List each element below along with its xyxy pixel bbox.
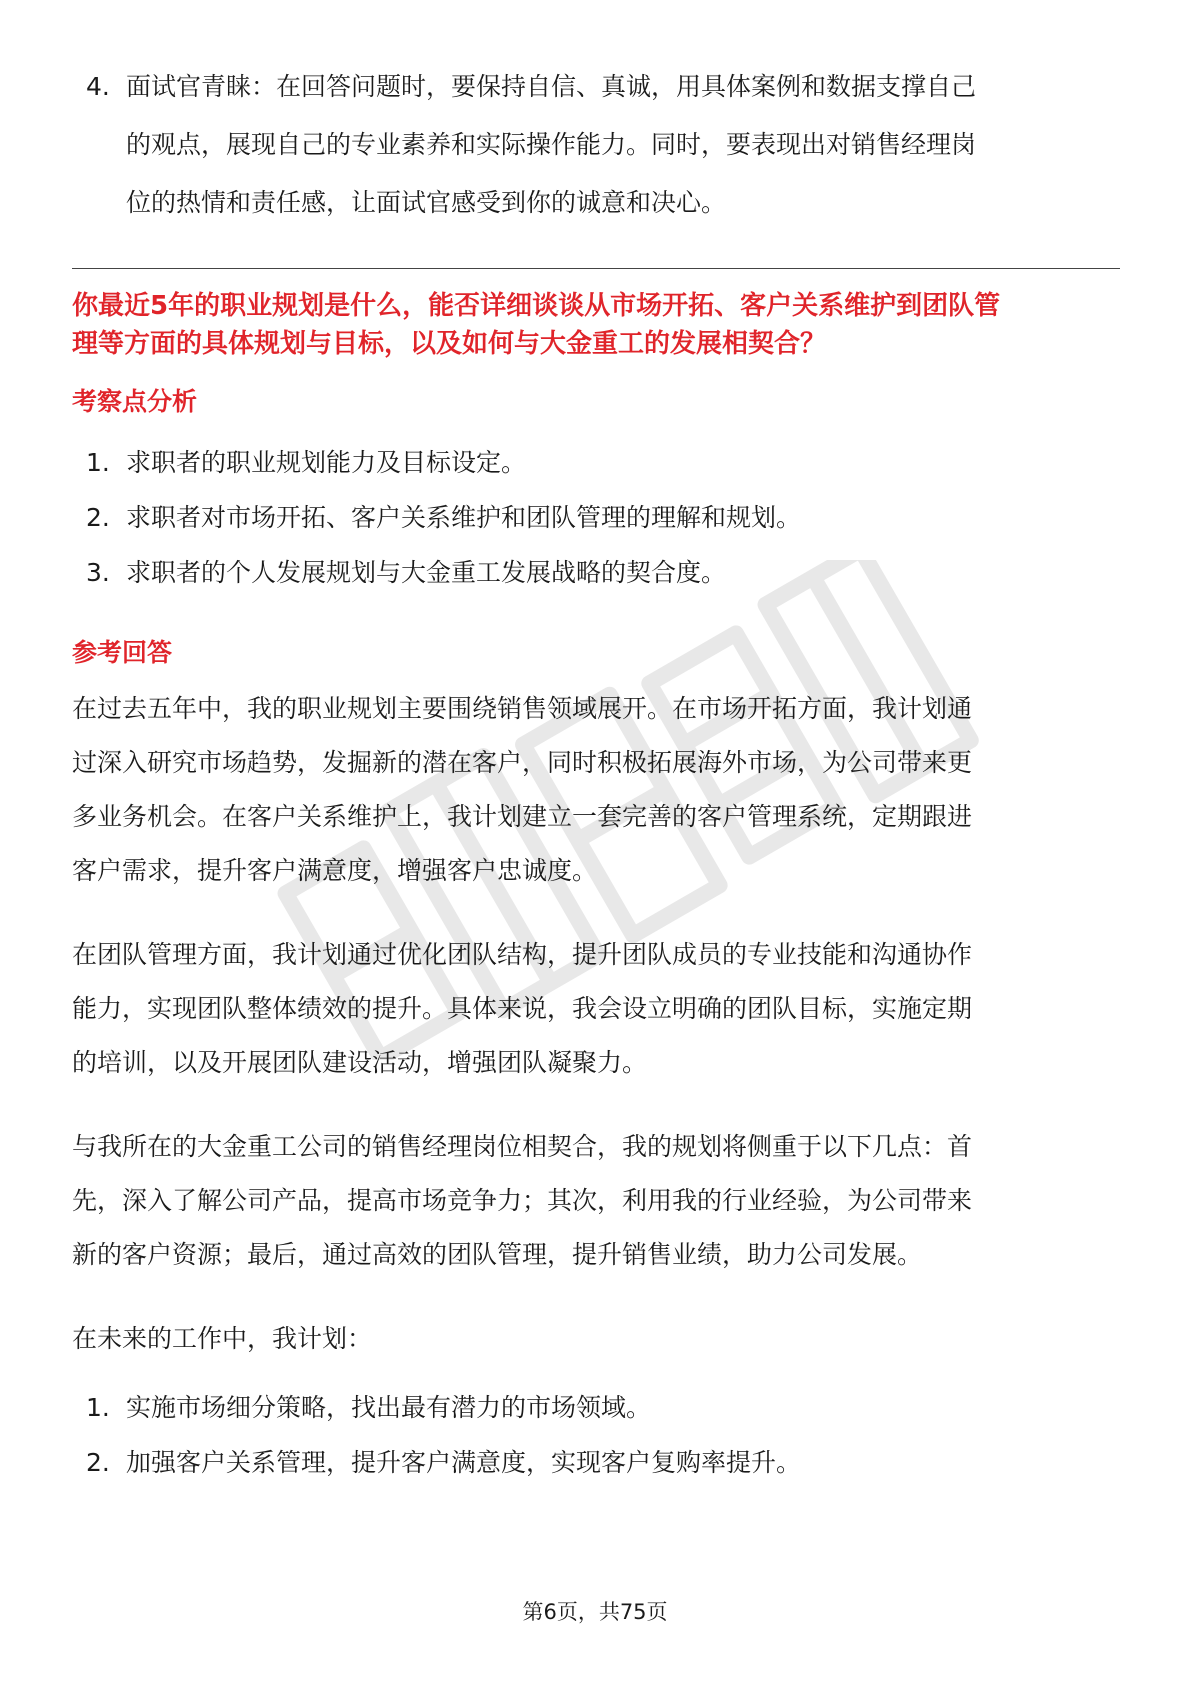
- list-item: [72, 545, 1120, 600]
- question-line: 你最近5年的职业规划是什么，能否详细谈谈从市场开拓、客户关系维护到团队管: [72, 291, 1001, 321]
- list-item-number: 1.: [86, 448, 110, 477]
- paragraph-line: 在团队管理方面，我计划通过优化团队结构，提升团队成员的专业技能和沟通协作: [72, 940, 973, 969]
- list-item-text: 求职者的职业规划能力及目标设定。: [126, 448, 527, 477]
- paragraph-line: 的培训，以及开展团队建设活动，增强团队凝聚力。: [72, 1048, 648, 1077]
- paragraph-line: 在未来的工作中，我计划：: [72, 1324, 373, 1353]
- previous-list: [72, 58, 1120, 232]
- question-line: 理等方面的具体规划与目标，以及如何与大金重工的发展相契合？: [72, 329, 827, 359]
- list-item: [72, 1380, 1120, 1435]
- paragraph-line: 过深入研究市场趋势，发掘新的潜在客户，同时积极拓展海外市场，为公司带来更: [72, 748, 973, 777]
- page-content: [72, 58, 1120, 1490]
- list-item-line: 的观点，展现自己的专业素养和实际操作能力。同时，要表现出对销售经理岗: [126, 130, 977, 159]
- paragraph-line: 先，深入了解公司产品，提高市场竞争力；其次，利用我的行业经验，为公司带来: [72, 1186, 973, 1215]
- list-item: [72, 1435, 1120, 1490]
- analysis-title: 考察点分析: [72, 387, 198, 416]
- list-item-number: 1.: [86, 1393, 110, 1422]
- list-item: [72, 435, 1120, 490]
- page-footer: 第6页，共75页: [522, 1600, 668, 1624]
- paragraph-line: 多业务机会。在客户关系维护上，我计划建立一套完善的客户管理系统，定期跟进: [72, 802, 973, 831]
- list-item: [72, 490, 1120, 545]
- list-item-text: 实施市场细分策略，找出最有潜力的市场领域。: [126, 1393, 652, 1422]
- paragraph-line: 能力，实现团队整体绩效的提升。具体来说，我会设立明确的团队目标，实施定期: [72, 994, 973, 1023]
- list-item-number: 2.: [86, 1448, 110, 1477]
- paragraph-line: 在过去五年中，我的职业规划主要围绕销售领域展开。在市场开拓方面，我计划通: [72, 694, 973, 723]
- paragraph-line: 客户需求，提升客户满意度，增强客户忠诚度。: [72, 856, 598, 885]
- answer-paragraph: [72, 1312, 1120, 1366]
- answer-paragraph: [72, 682, 1120, 898]
- list-item: [72, 58, 1120, 232]
- list-item-number: 3.: [86, 558, 110, 587]
- list-item-text: 加强客户关系管理，提升客户满意度，实现客户复购率提升。: [126, 1448, 802, 1477]
- reference-title: 参考回答: [72, 638, 173, 667]
- question-heading: [72, 287, 1120, 363]
- answer-paragraph: [72, 1120, 1120, 1282]
- paragraph-line: 新的客户资源；最后，通过高效的团队管理，提升销售业绩，助力公司发展。: [72, 1240, 923, 1269]
- list-item-line: 位的热情和责任感，让面试官感受到你的诚意和决心。: [126, 188, 727, 217]
- list-item-number: 4.: [86, 72, 110, 101]
- list-item-line: 面试官青睐：在回答问题时，要保持自信、真诚，用具体案例和数据支撑自己: [126, 72, 977, 101]
- list-item-text: 求职者对市场开拓、客户关系维护和团队管理的理解和规划。: [126, 503, 802, 532]
- answer-paragraph: [72, 928, 1120, 1090]
- analysis-list: [72, 435, 1120, 600]
- section-divider: [72, 268, 1120, 269]
- list-item-number: 2.: [86, 503, 110, 532]
- list-item-text: 求职者的个人发展规划与大金重工发展战略的契合度。: [126, 558, 727, 587]
- plan-list: [72, 1380, 1120, 1490]
- paragraph-line: 与我所在的大金重工公司的销售经理岗位相契合，我的规划将侧重于以下几点：首: [72, 1132, 973, 1161]
